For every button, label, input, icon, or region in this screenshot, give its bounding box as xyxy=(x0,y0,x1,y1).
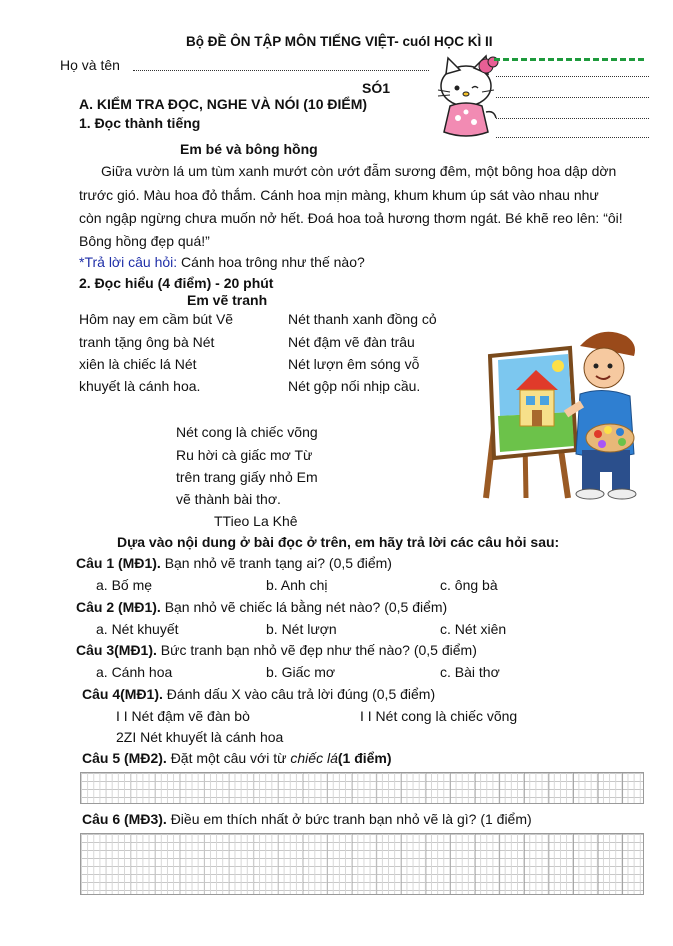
prompt-label: *Trả lời câu hỏi: xyxy=(79,254,178,270)
question-points: (1 điểm) xyxy=(337,750,392,766)
poem-left-line: khuyết là cánh hoa. xyxy=(79,378,201,394)
question-keyword: chiếc lá xyxy=(290,750,338,766)
q1-option-b[interactable]: b. Anh chị xyxy=(266,577,328,593)
name-dotted-line[interactable] xyxy=(133,58,429,71)
green-dashed-line xyxy=(494,58,644,61)
poem-center-line: vẽ thành bài thơ. xyxy=(176,491,281,507)
question-text: Bạn nhỏ vẽ chiếc lá bằng nét nào? (0,5 điểm) xyxy=(164,599,448,615)
answer-grid-q6[interactable] xyxy=(80,833,644,895)
question-text: Điều em thích nhất ở bức tranh bạn nhỏ vẽ là gì? (1 điểm) xyxy=(170,811,532,827)
poem-author: TTieo La Khê xyxy=(214,513,298,529)
question-label: Câu 3(MĐ1). xyxy=(76,642,157,658)
prompt-line xyxy=(79,254,365,270)
section-a-heading: A. KIỂM TRA ĐỌC, NGHE VÀ NÓI (10 ĐIỂM) xyxy=(79,96,368,112)
question-text: Đặt một câu với từ xyxy=(170,750,287,766)
question-5 xyxy=(82,750,392,766)
poem-left-line: xiên là chiếc lá Nét xyxy=(79,356,197,372)
dotted-line-4[interactable] xyxy=(496,127,649,138)
questions-instruction: Dựa vào nội dung ở bài đọc ở trên, em hãy trả lời các câu hỏi sau: xyxy=(117,534,560,550)
q3-option-c[interactable]: c. Bài thơ xyxy=(440,664,500,680)
question-6 xyxy=(82,811,532,827)
q1-option-c[interactable]: c. ông bà xyxy=(440,577,498,593)
q2-option-c[interactable]: c. Nét xiên xyxy=(440,621,507,637)
dotted-line-1[interactable] xyxy=(496,66,649,77)
q1-option-a[interactable]: a. Bố mẹ xyxy=(96,577,153,593)
poem-left-line: Hôm nay em cầm bút Vẽ xyxy=(79,311,234,327)
poem-right-line: Nét gộp nối nhịp cầu. xyxy=(288,378,421,394)
question-label: Câu 5 (MĐ2). xyxy=(82,750,167,766)
story-line: trước gió. Màu hoa đỏ thắm. Cánh hoa mịn màng, khum khum úp sát vào nhau như xyxy=(79,187,599,203)
q4-option-3[interactable]: 2ZI Nét khuyết là cánh hoa xyxy=(116,729,284,745)
dotted-line-2[interactable] xyxy=(496,87,649,98)
question-2 xyxy=(76,599,447,615)
section-b-heading: 2. Đọc hiểu (4 điểm) - 20 phút xyxy=(79,275,274,291)
question-text: Bạn nhỏ vẽ tranh tạng ai? (0,5 điểm) xyxy=(164,555,392,571)
question-3 xyxy=(76,642,477,658)
painter-boy-illustration xyxy=(472,320,642,500)
story-line: Bông hồng đẹp quá!” xyxy=(79,233,210,249)
kitty-illustration xyxy=(436,52,500,142)
poem-center-line: Ru hời cà giấc mơ Từ xyxy=(176,447,313,463)
question-4 xyxy=(82,686,435,702)
q2-option-b[interactable]: b. Nét lượn xyxy=(266,621,337,637)
poem-right-line: Nét thanh xanh đồng cỏ xyxy=(288,311,437,327)
question-1 xyxy=(76,555,392,571)
poem-right-line: Nét lượn êm sóng vỗ xyxy=(288,356,420,372)
question-label: Câu 1 (MĐ1). xyxy=(76,555,161,571)
poem-title: Em vẽ tranh xyxy=(187,292,268,308)
question-label: Câu 6 (MĐ3). xyxy=(82,811,167,827)
q2-option-a[interactable]: a. Nét khuyết xyxy=(96,621,179,637)
q4-option-2[interactable]: I I Nét cong là chiếc võng xyxy=(360,708,518,724)
exam-number: SÓ1 xyxy=(362,80,391,96)
part1-heading: 1. Đọc thành tiếng xyxy=(79,115,201,131)
prompt-question: Cánh hoa trông như thế nào? xyxy=(181,254,365,270)
poem-center-line: Nét cong là chiếc võng xyxy=(176,424,318,440)
question-text: Đánh dấu X vào câu trả lời đúng (0,5 điểm) xyxy=(166,686,436,702)
story-line: còn ngập ngừng chưa muốn nở hết. Đoá hoa toả hương thơm ngát. Bé khẽ reo lên: “ôi! xyxy=(79,210,623,226)
q4-option-1[interactable]: I I Nét đậm vẽ đàn bò xyxy=(116,708,250,724)
story-line: Giữa vườn lá um tùm xanh mướt còn ướt đẫm sương đêm, một bông hoa dập dờn xyxy=(101,163,617,179)
document-title: Bộ ĐỀ ÔN TẬP MÔN TIẾNG VIỆT- cuól HỌC KÌ II xyxy=(186,34,493,49)
name-label: Họ và tên xyxy=(60,57,120,73)
q3-option-b[interactable]: b. Giấc mơ xyxy=(266,664,336,680)
dotted-line-3[interactable] xyxy=(496,108,649,119)
poem-right-line: Nét đậm vẽ đàn trâu xyxy=(288,334,415,350)
q3-option-a[interactable]: a. Cánh hoa xyxy=(96,664,173,680)
poem-center-line: trên trang giấy nhỏ Em xyxy=(176,469,318,485)
poem-left-line: tranh tặng ông bà Nét xyxy=(79,334,215,350)
question-label: Câu 4(MĐ1). xyxy=(82,686,163,702)
question-text: Bức tranh bạn nhỏ vẽ đẹp như thế nào? (0,5 điểm) xyxy=(160,642,477,658)
story-title: Em bé và bông hồng xyxy=(180,141,318,157)
question-label: Câu 2 (MĐ1). xyxy=(76,599,161,615)
answer-grid-q5[interactable] xyxy=(80,772,644,804)
